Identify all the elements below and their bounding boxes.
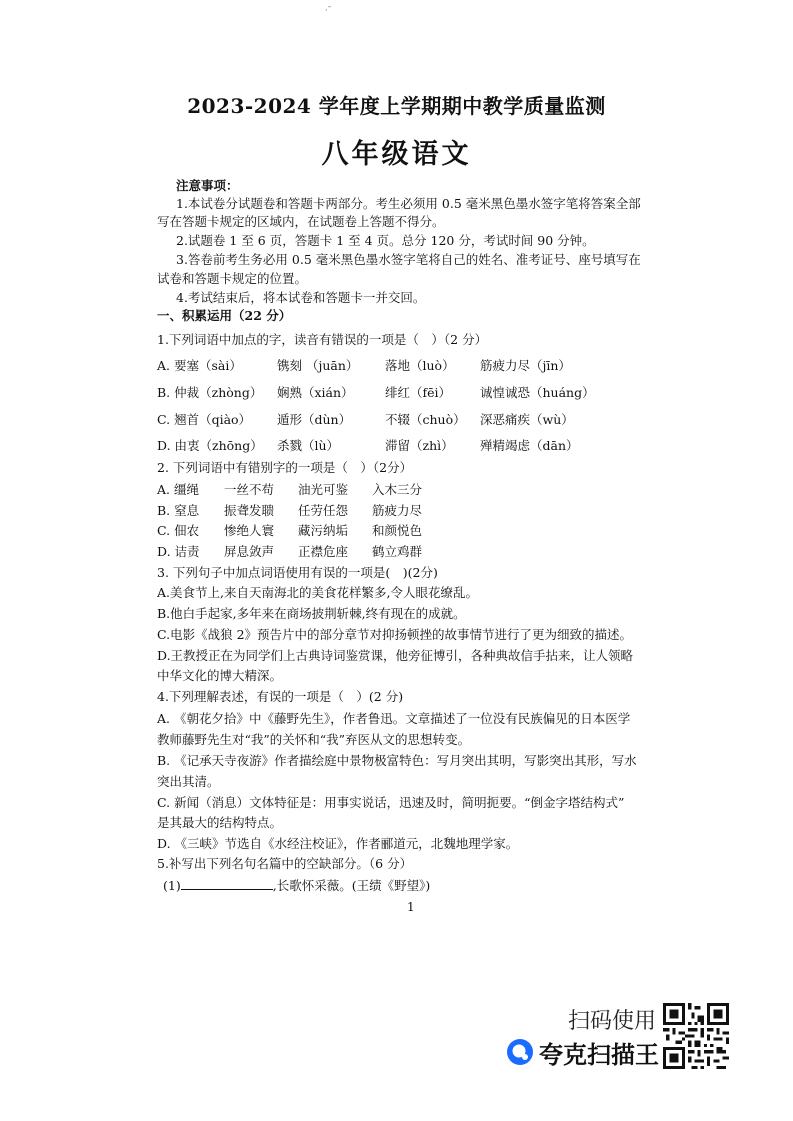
question-2-stem: 2. 下列词语中有错别字的一项是（ ）（2分） bbox=[157, 460, 413, 475]
question-4-option: D. 《三峡》节选自《水经注校证》，作者郦道元，北魏地理学家。 bbox=[157, 836, 519, 851]
option-word: 筋疲力尽 bbox=[372, 503, 423, 518]
notice-line: 试卷和答题卡规定的位置。 bbox=[157, 271, 308, 286]
question-3-option: B.他白手起家,多年来在商场披荆斩棘,终有现在的成就。 bbox=[157, 606, 466, 621]
question-4-option: 是其最大的结构特点。 bbox=[157, 815, 283, 830]
question-3-stem: 3. 下列句子中加点词语使用有误的一项是( )(2分) bbox=[157, 565, 438, 580]
option-word: 正襟危座 bbox=[298, 544, 349, 559]
notice-heading: 注意事项： bbox=[176, 178, 239, 193]
question-1-stem: 1.下列词语中加点的字，读音有错误的一项是（ ）（2 分） bbox=[157, 332, 488, 347]
brand-name: 夸克扫描王 bbox=[539, 1040, 659, 1069]
question-4-option: C. 新闻（消息）文体特征是：用事实说话，迅速及时，简明扼要。“倒金字塔结构式” bbox=[157, 795, 625, 810]
option-word: D. 由衷（zhōng） bbox=[157, 438, 263, 453]
option-word: A. 要塞（sài） bbox=[157, 358, 242, 373]
quark-logo-icon bbox=[505, 1037, 535, 1067]
question-4-option: 教师藤野先生对“我”的关怀和“我”弃医从文的思想转变。 bbox=[157, 732, 471, 747]
option-word: 藏污纳垢 bbox=[298, 523, 349, 538]
question-4-option: A. 《朝花夕拾》中《藤野先生》，作者鲁迅。文章描述了一位没有民族偏见的日本医学 bbox=[157, 711, 631, 726]
option-word: 殚精竭虑（dān） bbox=[480, 438, 579, 453]
question-3-option: 中华文化的博大精深。 bbox=[157, 668, 283, 683]
option-word: 深恶痛疾（wù） bbox=[480, 412, 574, 427]
option-word: 遁形（dùn） bbox=[277, 412, 352, 427]
question-4-option: 突出其清。 bbox=[157, 774, 220, 789]
question-3-option: C.电影《战狼 2》预告片中的部分章节对抑扬顿挫的故事情节进行了更为细致的描述。 bbox=[157, 627, 633, 642]
option-word: 一丝不苟 bbox=[224, 482, 275, 497]
option-word: 娴熟（xián） bbox=[277, 385, 354, 400]
option-word: A. 缰绳 bbox=[157, 482, 199, 497]
question-3-option: D.王教授正在为同学们上古典诗词鉴赏课，他旁征博引，各种典故信手拈来，让人领略 bbox=[157, 648, 634, 663]
option-word: 诚惶诚恐（huáng） bbox=[480, 385, 595, 400]
exam-subject: 八年级语文 bbox=[321, 139, 472, 170]
page-number: 1 bbox=[407, 900, 415, 914]
option-word: 不辍（chuò） bbox=[385, 412, 466, 427]
option-word: 滞留（zhì） bbox=[385, 438, 454, 453]
option-word: 屏息敛声 bbox=[224, 544, 275, 559]
notice-line: 1.本试卷分试题卷和答题卡两部分。考生必须用 0.5 毫米黑色墨水签字笔将答案全部 bbox=[176, 196, 641, 211]
notice-line: 2.试题卷 1 至 6 页，答题卡 1 至 4 页。总分 120 分，考试时间 90 分钟。 bbox=[176, 233, 595, 248]
option-word: 入木三分 bbox=[372, 482, 423, 497]
option-word: 任劳任怨 bbox=[298, 503, 349, 518]
question-5-stem: 5.补写出下列名句名篇中的空缺部分。（6 分） bbox=[157, 856, 413, 871]
option-word: 杀戮（lù） bbox=[277, 438, 340, 453]
question-5-item-1 bbox=[163, 877, 430, 894]
question-3-option: A.美食节上,来自天南海北的美食花样繁多,令人眼花缭乱。 bbox=[157, 585, 478, 600]
option-word: 振聋发聩 bbox=[224, 503, 275, 518]
scanner-brand bbox=[505, 1036, 659, 1068]
option-word: C. 翘首（qiào） bbox=[157, 412, 252, 427]
option-word: D. 诘责 bbox=[157, 544, 200, 559]
option-word: B. 仲裁（zhòng） bbox=[157, 385, 263, 400]
exam-title: 2023-2024 学年度上学期期中教学质量监测 bbox=[187, 94, 606, 118]
option-word: C. 佃农 bbox=[157, 523, 200, 538]
question-4-option: B. 《记承天寺夜游》作者描绘庭中景物极富特色：写月突出其明，写影突出其形，写水 bbox=[157, 753, 637, 768]
notice-line: 写在答题卡规定的区域内，在试题卷上答题不得分。 bbox=[157, 214, 445, 229]
option-word: 筋疲力尽（jīn） bbox=[480, 358, 571, 373]
notice-line: 4.考试结束后，将本试卷和答题卡一并交回。 bbox=[176, 290, 426, 305]
option-word: 落地（luò） bbox=[385, 358, 455, 373]
question-4-stem: 4.下列理解表述，有误的一项是（ ）(2 分) bbox=[157, 689, 404, 704]
option-word: 油光可鉴 bbox=[298, 482, 349, 497]
scan-speck: ·ˉ bbox=[325, 6, 332, 15]
scan-cta-text: 扫码使用 bbox=[568, 1009, 657, 1034]
item-text: ,长歌怀采薇。(王绩《野望》) bbox=[272, 878, 431, 893]
item-number: (1) bbox=[163, 878, 181, 893]
option-word: 鹤立鸡群 bbox=[372, 544, 423, 559]
option-word: 惨绝人寰 bbox=[224, 523, 275, 538]
section-heading: 一、积累运用（22 分） bbox=[157, 308, 292, 323]
option-word: 镌刻 （juān） bbox=[277, 358, 359, 373]
option-word: 和颜悦色 bbox=[372, 523, 423, 538]
notice-line: 3.答卷前考生务必用 0.5 毫米黑色墨水签字笔将自己的姓名、准考证号、座号填写在 bbox=[176, 252, 641, 267]
qr-code-icon[interactable] bbox=[663, 1003, 729, 1069]
option-word: 绯红（fēi） bbox=[385, 385, 452, 400]
fill-blank[interactable] bbox=[181, 877, 273, 890]
option-word: B. 窒息 bbox=[157, 503, 200, 518]
